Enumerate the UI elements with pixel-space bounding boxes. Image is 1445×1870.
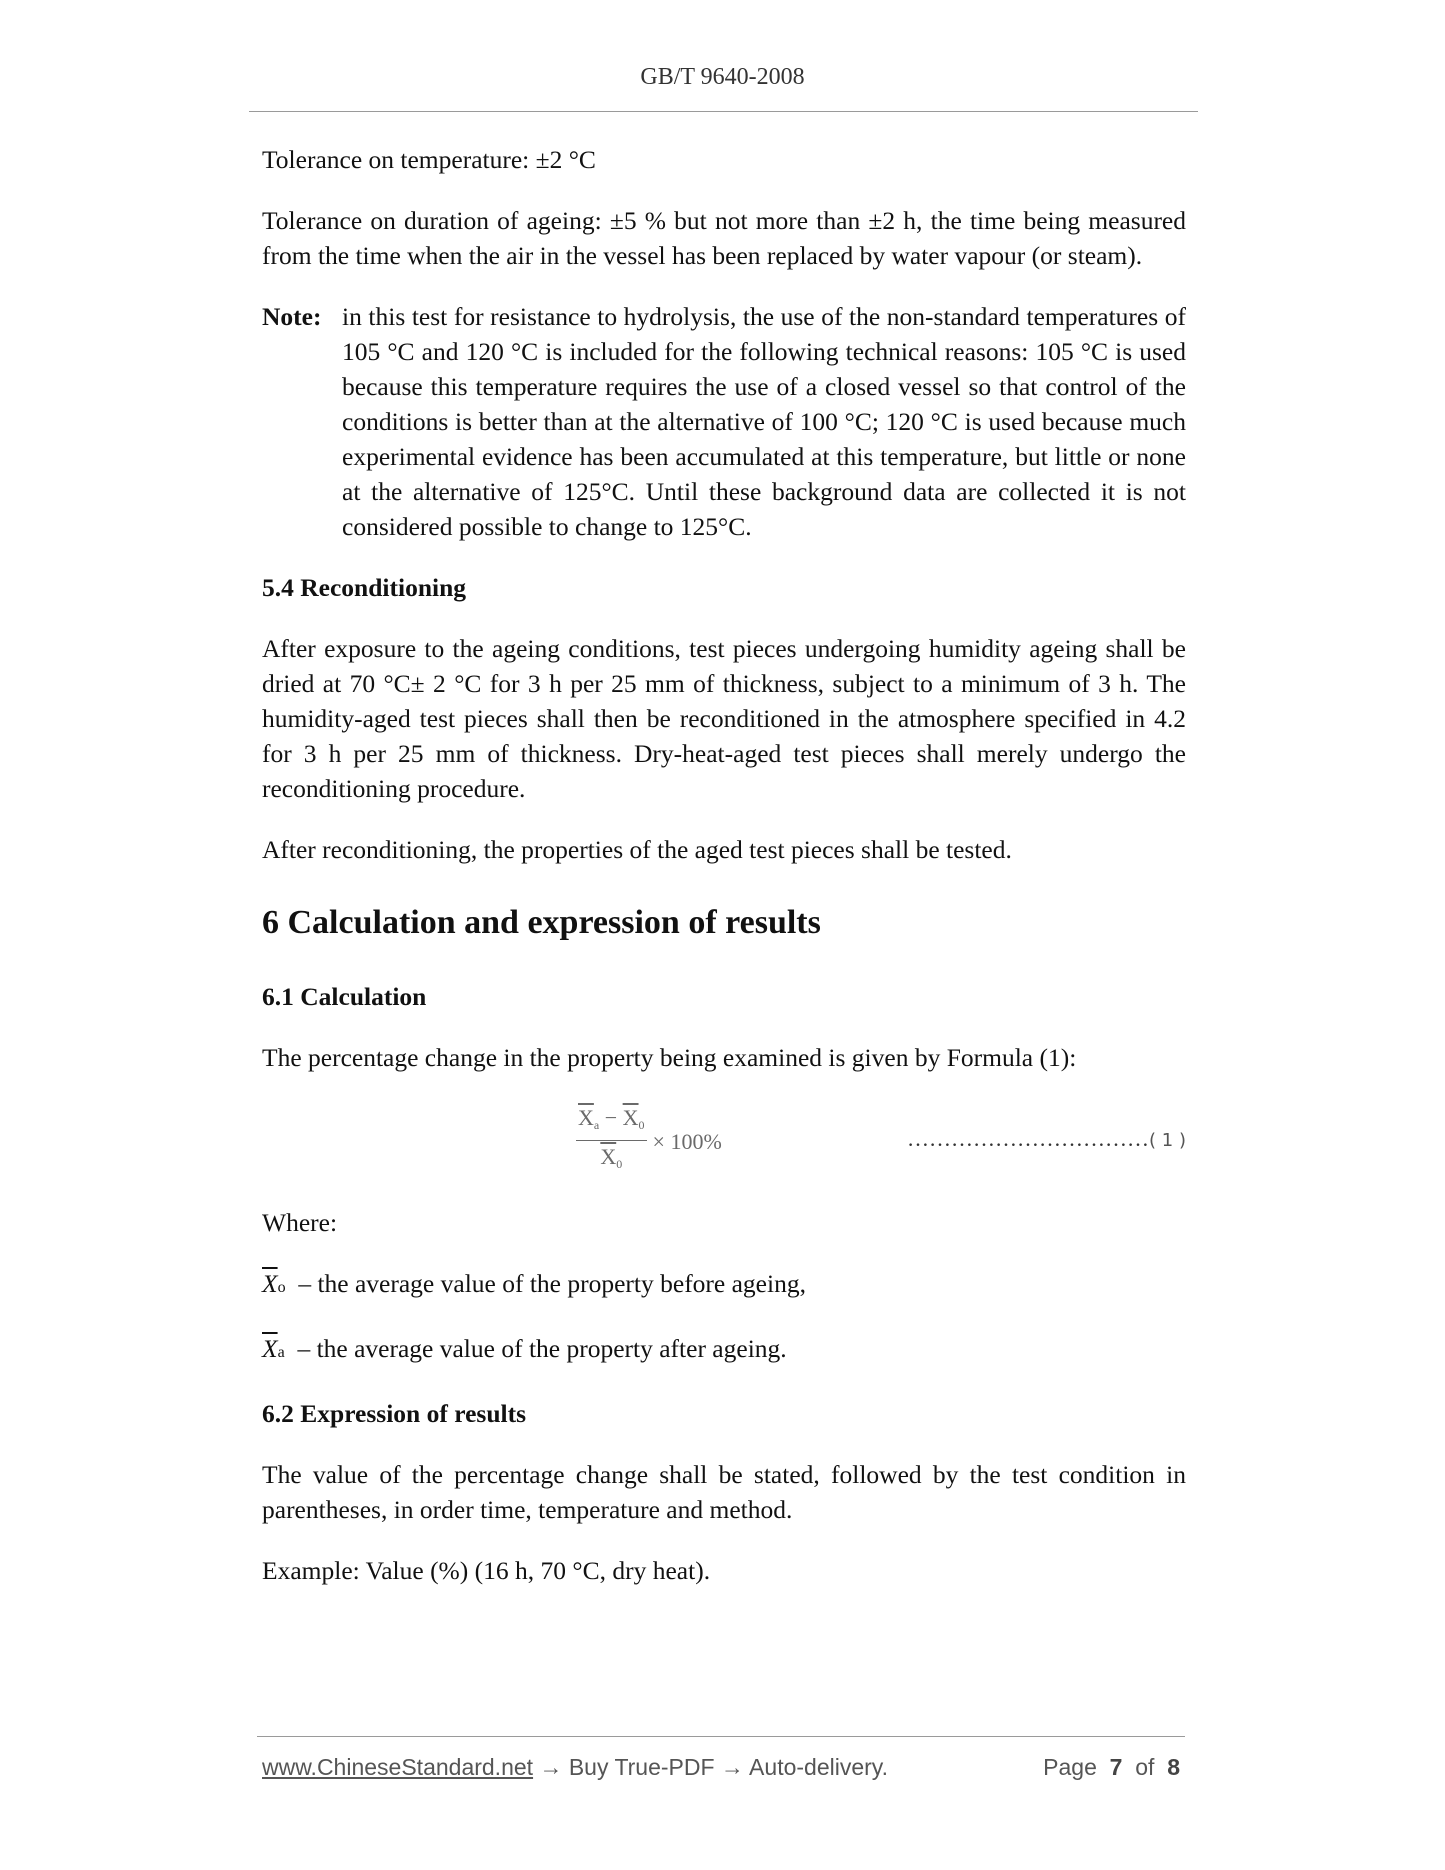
formula-denominator: $\overline{X}_0$: [600, 1144, 623, 1171]
document-body: [262, 142, 1186, 1614]
footer-tagline: → Buy True-PDF → Auto-delivery.: [533, 1754, 888, 1780]
reconditioning-paragraph-2: After reconditioning, the properties of the aged test pieces shall be tested.: [262, 835, 1012, 864]
formula-numerator: $\overline{X}_a - \overline{X}_0$: [578, 1105, 645, 1132]
formula-expression: [576, 1105, 722, 1177]
page-indicator: Page 7 of 8: [1043, 1754, 1180, 1780]
tolerance-temperature: Tolerance on temperature: ±2 °C: [262, 145, 596, 174]
fraction-bar: [576, 1140, 647, 1141]
definition-xa: $\overline{X}a$ – the average value of the property after ageing.: [262, 1334, 787, 1363]
formula-multiplier: × 100%: [652, 1128, 722, 1154]
where-label: Where:: [262, 1208, 338, 1237]
heading-6: 6 Calculation and expression of results: [262, 904, 821, 941]
note-block: [262, 299, 1186, 544]
formula-number: ( 1 ): [1149, 1130, 1186, 1151]
tolerance-duration: Tolerance on duration of ageing: ±5 % but not more than ±2 h, the time being measured from the time when the air in the vessel has been replaced by water vapour (or steam).: [262, 206, 1186, 270]
formula-fraction: [576, 1105, 647, 1177]
expression-paragraph: The value of the percentage change shall be stated, followed by the test condition in parentheses, in order time, temperature and method.: [262, 1460, 1186, 1524]
heading-6-2: 6.2 Expression of results: [262, 1399, 527, 1428]
footer-website-link[interactable]: www.ChineseStandard.net: [262, 1754, 534, 1780]
calculation-paragraph: The percentage change in the property being examined is given by Formula (1):: [262, 1043, 1077, 1072]
reconditioning-paragraph-1: After exposure to the ageing conditions, test pieces undergoing humidity ageing shall be dried at 70 °C± 2 °C for 3 h per 25 mm of thickness, subject to a minimum of 3 h. The humidity-aged test pieces shall then be reconditioned in the atmosphere specified in 4.2 for 3 h per 25 mm of thickness. Dry-heat-aged test pieces shall merely undergo the reconditioning procedure.: [262, 634, 1186, 803]
note-label: Note:: [262, 302, 322, 331]
heading-5-4: 5.4 Reconditioning: [262, 573, 467, 602]
heading-6-1: 6.1 Calculation: [262, 982, 427, 1011]
definition-x0: $\overline{X}o$ – the average value of the property before ageing,: [262, 1269, 806, 1298]
example-line: Example: Value (%) (16 h, 70 °C, dry heat).: [262, 1556, 711, 1585]
formula-leader: ……………………………( 1 ): [907, 1126, 1186, 1151]
page-header-code: GB/T 9640-2008: [640, 64, 805, 90]
page-footer: [262, 1754, 1180, 1781]
formula-1: [262, 1101, 1186, 1179]
header-rule: [249, 111, 1198, 112]
note-text: in this test for resistance to hydrolysis, the use of the non-standard temperatures of 105 °C and 120 °C is included for the following technical reasons: 105 °C is used because this temperature requires the use of a closed vessel so that control of the conditions is better than at the alternative of 100 °C; 120 °C is used because much experimental evidence has been accumulated at this temperature, but little or none at the alternative of 125°C. Until these background data are collected it is not considered possible to change to 125°C.: [342, 302, 1186, 541]
footer-rule: [257, 1736, 1185, 1737]
